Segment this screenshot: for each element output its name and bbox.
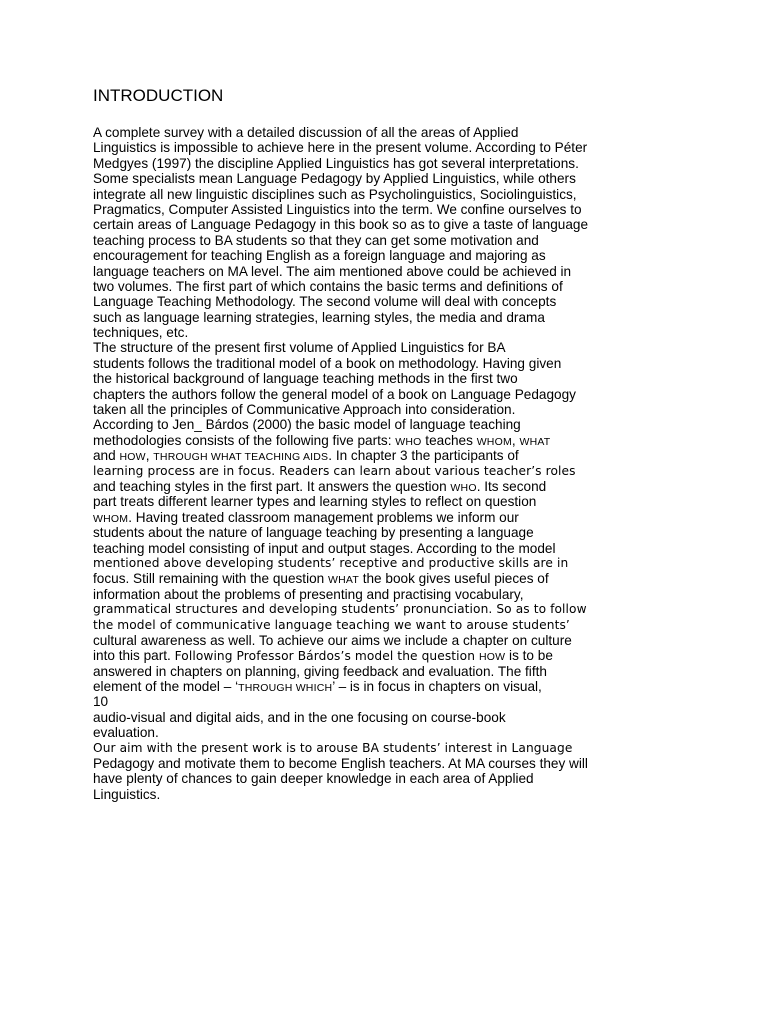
text-line: teaching model consisting of input and output stages. According to the model bbox=[93, 540, 556, 556]
text-line: the model of communicative language teaching we want to arouse students’ bbox=[93, 617, 570, 632]
text-line: and HOW, THROUGH WHAT TEACHING AIDS. In chapter 3 the participants of bbox=[93, 448, 519, 464]
text-line: have plenty of chances to gain deeper knowledge in each area of Applied bbox=[93, 771, 534, 787]
text-line: students follows the traditional model of a book on methodology. Having given bbox=[93, 355, 562, 371]
text-line: integrate all new linguistic disciplines such as Psycholinguistics, Sociolinguistics, bbox=[93, 186, 577, 202]
text-line: A complete survey with a detailed discussion of all the areas of Applied bbox=[93, 125, 519, 140]
text-line: students about the nature of language teaching by presenting a language bbox=[93, 525, 534, 541]
text-line: evaluation. bbox=[93, 725, 159, 741]
text-line: Language Teaching Methodology. The second volume will deal with concepts bbox=[93, 294, 557, 310]
text-line: Pragmatics, Computer Assisted Linguistics into the term. We confine ourselves to bbox=[93, 201, 582, 217]
small-caps-term: WHAT bbox=[519, 435, 551, 448]
text-line: According to Jen_ Bárdos (2000) the basic model of language teaching bbox=[93, 417, 521, 433]
text-line: The structure of the present first volume of Applied Linguistics for BA bbox=[93, 340, 506, 356]
text-line: teaching process to BA students so that they can get some motivation and bbox=[93, 232, 539, 248]
text-line: and teaching styles in the first part. It answers the question WHO. Its second bbox=[93, 478, 547, 494]
text-line: techniques, etc. bbox=[93, 325, 189, 341]
text-line: language teachers on MA level. The aim mentioned above could be achieved in bbox=[93, 263, 572, 279]
page-number: 10 bbox=[93, 694, 109, 710]
text-line: mentioned above developing students’ receptive and productive skills are in bbox=[93, 555, 569, 570]
text-line: answered in chapters on planning, giving feedback and evaluation. The fifth bbox=[93, 663, 547, 679]
small-caps-term: WHO bbox=[395, 435, 422, 448]
text-line: learning process are in focus. Readers can learn about various teacher’s roles bbox=[93, 463, 576, 478]
small-caps-term: HOW bbox=[479, 651, 506, 664]
text-line: chapters the authors follow the general model of a book on Language Pedagogy bbox=[93, 386, 576, 402]
text-line: Some specialists mean Language Pedagogy by Applied Linguistics, while others bbox=[93, 171, 576, 187]
text-line: cultural awareness as well. To achieve our aims we include a chapter on culture bbox=[93, 632, 572, 648]
text-line: information about the problems of presenting and practising vocabulary, bbox=[93, 586, 524, 602]
text-line: part treats different learner types and learning styles to reflect on question bbox=[93, 494, 537, 510]
small-caps-term: WHOM bbox=[476, 435, 512, 448]
text-line: into this part. Following Professor Bárdos’s model the question HOW is to be bbox=[93, 648, 553, 664]
text-line: encouragement for teaching English as a foreign language and majoring as bbox=[93, 248, 546, 264]
text-line: audio-visual and digital aids, and in the one focusing on course-book bbox=[93, 709, 506, 725]
text-line: such as language learning strategies, learning styles, the media and drama bbox=[93, 309, 545, 325]
page-title: INTRODUCTION bbox=[93, 86, 224, 105]
text-line: grammatical structures and developing students’ pronunciation. So as to follow bbox=[93, 602, 587, 617]
text-line: methodologies consists of the following five parts: WHO teaches WHOM, WHAT bbox=[93, 432, 551, 448]
text-line: Linguistics is impossible to achieve here in the present volume. According to Péter bbox=[93, 140, 588, 156]
text-line: WHOM. Having treated classroom management problems we inform our bbox=[93, 509, 519, 525]
text-line: two volumes. The first part of which contains the basic terms and definitions of bbox=[93, 278, 563, 294]
body-text bbox=[93, 125, 623, 802]
small-caps-term: WHOM bbox=[93, 512, 129, 525]
text-line: the historical background of language teaching methods in the first two bbox=[93, 371, 518, 387]
text-line: Medgyes (1997) the discipline Applied Linguistics has got several interpretations. bbox=[93, 155, 579, 171]
small-caps-term: WHAT bbox=[328, 574, 359, 587]
text-line: Our aim with the present work is to arouse BA students’ interest in Language bbox=[93, 740, 573, 755]
text-line: focus. Still remaining with the question WHAT the book gives useful pieces of bbox=[93, 571, 549, 587]
small-caps-term: WHO bbox=[450, 481, 477, 494]
small-caps-term: THROUGH WHICH bbox=[238, 682, 333, 695]
text-line: element of the model – ‘THROUGH WHICH’ – is in focus in chapters on visual, bbox=[93, 679, 542, 695]
text-line: Pedagogy and motivate them to become English teachers. At MA courses they will bbox=[93, 756, 588, 772]
text-line: taken all the principles of Communicative Approach into consideration. bbox=[93, 402, 516, 418]
small-caps-term: THROUGH WHAT TEACHING AIDS bbox=[153, 451, 329, 464]
small-caps-term: HOW bbox=[119, 451, 146, 464]
text-line: Linguistics. bbox=[93, 786, 161, 802]
text-line: certain areas of Language Pedagogy in this book so as to give a taste of language bbox=[93, 217, 589, 233]
